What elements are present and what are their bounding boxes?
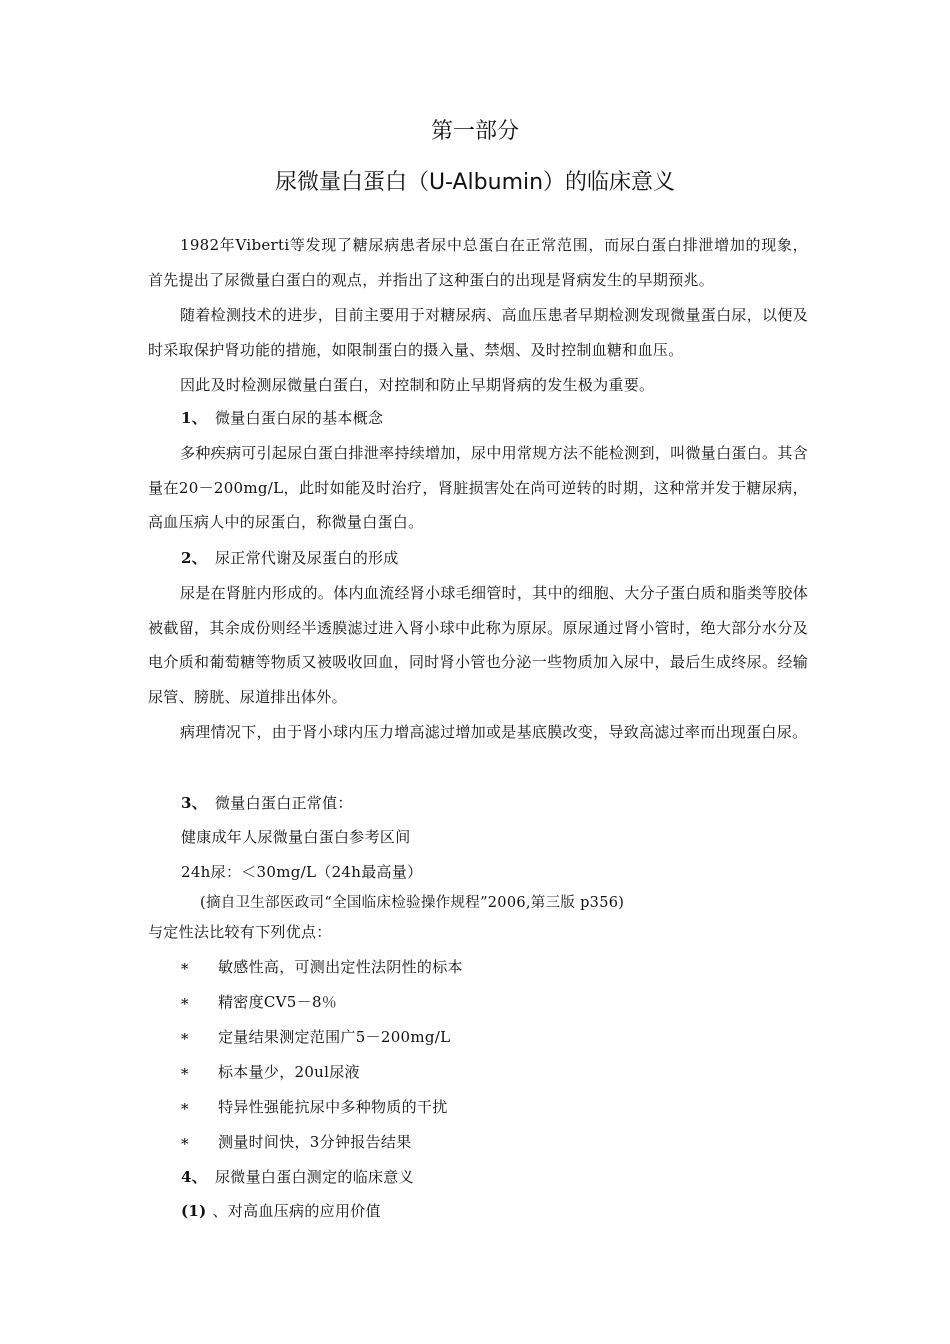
section-title: 微量白蛋白正常值： — [215, 794, 353, 812]
paragraph-intro: 1982年Viberti等发现了糖尿病患者尿中总蛋白在正常范围，而尿白蛋白排泄增加的现象，首先提出了尿微量白蛋白的观点，并指出了这种蛋白的出现是肾病发生的早期预兆。 — [148, 236, 808, 289]
list-item-text: 敏感性高，可测出定性法阴性的标本 — [218, 958, 463, 976]
list-item-text: 精密度CV5－8％ — [218, 993, 338, 1011]
section-title: 微量白蛋白尿的基本概念 — [215, 409, 384, 427]
bullet-asterisk: * — [181, 995, 189, 1013]
advantages-intro: 与定性法比较有下列优点： — [148, 923, 332, 941]
section-heading-1 — [181, 407, 383, 429]
paragraph-detection: 随着检测技术的进步，目前主要用于对糖尿病、高血压患者早期检测发现微量蛋白尿，以便及时采取保护肾功能的措施，如限制蛋白的摄入量、禁烟、及时控制血糖和血压。 — [148, 306, 808, 359]
section-number: 4、 — [181, 1168, 208, 1186]
part-title: 第一部分 — [430, 119, 519, 144]
subsection-heading-1 — [181, 1200, 381, 1222]
bullet-asterisk: * — [181, 1100, 189, 1118]
bullet-asterisk: * — [181, 960, 189, 978]
reference-source: (摘自卫生部医政司“全国临床检验操作规程”2006,第三版 p356) — [200, 895, 625, 911]
section-title: 尿正常代谢及尿蛋白的形成 — [215, 549, 399, 567]
bullet-asterisk: * — [181, 1030, 189, 1048]
paragraph-importance: 因此及时检测尿微量白蛋白，对控制和防止早期肾病的发生极为重要。 — [180, 376, 655, 394]
bullet-asterisk: * — [181, 1065, 189, 1083]
section-heading-3 — [181, 792, 353, 814]
reference-label: 健康成年人尿微量白蛋白参考区间 — [181, 828, 411, 846]
list-item-text: 定量结果测定范围广5－200mg/L — [218, 1028, 451, 1046]
paragraph-concept: 多种疾病可引起尿白蛋白排泄率持续增加，尿中用常规方法不能检测到，叫微量白蛋白。其含量在20－200mg/L，此时如能及时治疗，肾脏损害处在尚可逆转的时期，这种常并发于糖尿病，高血压病人中的尿蛋白，称微量白蛋白。 — [148, 444, 808, 531]
subsection-number: (1) — [181, 1202, 207, 1220]
bullet-asterisk: * — [181, 1135, 189, 1153]
document-title: 尿微量白蛋白（U-Albumin）的临床意义 — [274, 170, 676, 195]
section-heading-2 — [181, 547, 399, 569]
section-title: 尿微量白蛋白测定的临床意义 — [215, 1168, 414, 1186]
paragraph-urine-formation: 尿是在肾脏内形成的。体内血流经肾小球毛细管时，其中的细胞、大分子蛋白质和脂类等胶体被截留，其余成份则经半透膜滤过进入肾小球中此称为原尿。原尿通过肾小管时，绝大部分水分及电介质和葡萄糖等物质又被吸收回血，同时肾小管也分泌一些物质加入尿中，最后生成终尿。经输尿管、膀胱、尿道排出体外。 — [148, 584, 808, 706]
list-item-text: 特异性强能抗尿中多种物质的干扰 — [218, 1098, 448, 1116]
paragraph-pathology: 病理情况下，由于肾小球内压力增高滤过增加或是基底膜改变，导致高滤过率而出现蛋白尿。 — [180, 723, 808, 741]
list-item-text: 测量时间快，3分钟报告结果 — [218, 1133, 412, 1151]
section-heading-4 — [181, 1166, 414, 1188]
reference-value: 24h尿：＜30mg/L（24h最高量） — [181, 863, 423, 881]
list-item-text: 标本量少，20ul尿液 — [218, 1063, 360, 1081]
section-number: 3、 — [181, 794, 208, 812]
subsection-title: 、对高血压病的应用价值 — [212, 1202, 381, 1220]
section-number: 1、 — [181, 409, 208, 427]
section-number: 2、 — [181, 549, 208, 567]
